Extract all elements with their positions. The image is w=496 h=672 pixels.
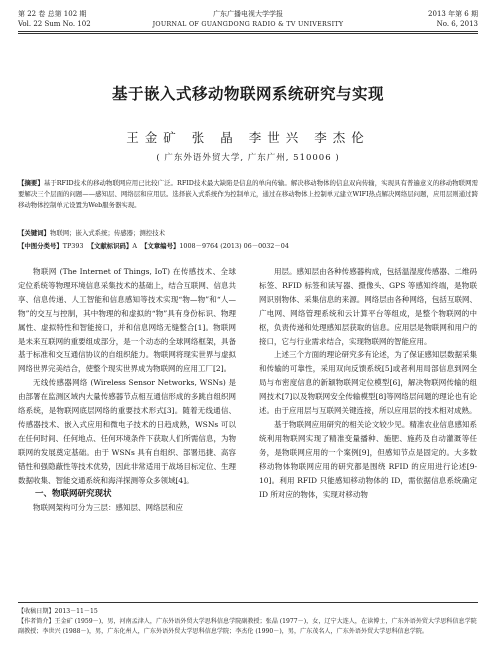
keywords-text: 物联网；嵌入式系统；传感器；测控技术 [49, 229, 165, 237]
classification-line [18, 241, 478, 251]
section-heading: 一、物联网研究现状 [35, 488, 112, 499]
journal-name: 广东广播电视大学学报 [213, 10, 283, 18]
keywords-label: 【关键词】 [18, 229, 50, 237]
paragraph: 用层。感知层由各种传感器构成，包括温湿度传感器、二维码标签、RFID 标签和读写器、摄像头、GPS 等感知终端，是物联网识别物体、采集信息的来源。网络层由各种网络，包括互联网、广电网、网络管理系统和云计算平台等组成，是整个物联网的中枢，负责传递和处理感知层获取的信息。应用层是物联网和用户的接口，它与行业需求结合，实现物联网的智能应用。 [259, 267, 477, 346]
journal-name-en: JOURNAL OF GUANGDONG RADIO & TV UNIVERSITY [152, 21, 344, 28]
received-date: 【收稿日期】2013－11－15 [18, 608, 98, 615]
article-title: 基于嵌入式移动物联网系统研究与实现 [111, 85, 384, 103]
paragraph: 上述三个方面的理论研究多有论述，为了保证感知层数据采集和传输的可靠性，采用双向反馈系统[5]或者利用局部信息到网全局与布密度信息的新颖物联网定位模型[6]，解决物联网传输的组网技术[7]以及物联网安全传输模型[8]等网络层问题的理论也有论述。由于应用层与互联网关键连接，所以应用层的技术相对成熟。 [259, 350, 477, 416]
clc-label: 【中图分类号】 [18, 242, 63, 250]
footnotes [18, 607, 478, 637]
header-rule-thin [18, 33, 478, 34]
clc-value: TP393 [62, 242, 84, 250]
paragraph: 基于物联网应用研究的相关论文较少见。精准农业信息感知系统利用物联网实现了精准变量播种、施肥、施药及自动灌溉等任务，是物联网应用的一个案例[9]，但感知节点是固定的。大多数移动物体物联网应用的研究都是围绕 RFID 的应用进行论述[9-10]。利用 RFID 只能感知移动物体的 ID，需依据信息系统确定 ID 所对应的物体，实现对移动物 [259, 419, 477, 499]
abstract [18, 178, 478, 210]
doc-code-value: A [132, 242, 137, 250]
doc-code-label: 【文献标识码】 [87, 242, 133, 250]
volume-info: 第 22 卷 总第 102 期 [18, 10, 87, 18]
paragraph: 无线传感器网络 (Wireless Sensor Networks, WSNs) 是由部署在监测区域内大量传感器节点相互通信形成的多跳自组织网络系统，是物联网底层网络的重要技术形式[3]。随着无线通信、传感器技术、嵌入式应用和微电子技术的日趋成熟，WSNs 可以在任何时间、任何地点、任何环境条件下获取人们所需信息，为物联网的发展奠定基础。由于 WSNs 具有自组织、部署迅捷、高容错性和强隐蔽性等技术优势，因此非常适用于战场目标定位、生理数据收集、智能交通系统和海洋探测等众多领域[4]。 [18, 378, 236, 485]
issue-info: 2013 年第 6 期 [428, 10, 478, 18]
footnote-rule [18, 602, 478, 603]
paragraph: 物联网 (The Internet of Things, IoT) 在传感技术、全球定位系统等物理环境信息采集技术的基础上，结合互联网、信息共享、信息传递、人工智能和信息感知等技术实现“物—物”和“人—物”的交互与控制，其中物理的和虚拟的“物”具有身份标识、物理属性、虚拟特性和智能接口，并和信息网络无缝整合[1]。物联网是未来互联网的重要组成部分，是一个动态的全球网络框架，具备基于标准和交互通信协议的自组织能力。物联网将现实世界与虚拟网络世界完美结合，使整个现实世界成为物联网的应用工厂[2]。 [18, 267, 236, 374]
volume-info-en: Vol. 22 Sum No. 102 [18, 20, 91, 28]
body-column-left [18, 265, 236, 515]
body-column-right [259, 265, 477, 501]
author-intro: 【作者简介】王金矿 (1959－)，男，河南孟津人，广东外语外贸大学思科信息学院副教授；张晶 (1977－)，女，辽宁大连人，在读博士，广东外语外贸大学思科信息学院副教授；李世兴 (1988－)，男，广东化州人，广东外语外贸大学思科信息学院；李杰伦 (1990－)，男，广东茂名人，广东外语外贸大学思科信息学院。 [18, 618, 477, 635]
article-id-value: 1008－9764 (2013) 06－0032－04 [179, 242, 289, 250]
article-id-label: 【文章编号】 [141, 242, 180, 250]
author-affiliation: ( 广东外语外贸大学, 广东广州, 510006 ) [156, 153, 340, 163]
author-list: 王金矿 张 晶 李世兴 李杰伦 [126, 130, 370, 145]
header-rule [18, 31, 478, 32]
abstract-text: 基于RFID技术的移动物联网应用已比较广泛。RFID技术最大缺陷是信息的单向传输。解决移动物体的信息双向传输，实现具有普遍意义的移动物联网需要解决三个层面的问题——感知层、网络层和应用层。选择嵌入式系统作为控制单元，通过在移动物体上控制单元建立WIFI热点解决网络层问题，应用层则通过跨移动物体控制单元设置为Web服务器实现。 [18, 179, 478, 209]
abstract-label: 【摘要】 [18, 179, 44, 187]
issue-info-en: No. 6, 2013 [436, 20, 478, 28]
keywords [18, 228, 478, 238]
paragraph: 物联网架构可分为三层：感知层、网络层和应 [33, 503, 183, 513]
